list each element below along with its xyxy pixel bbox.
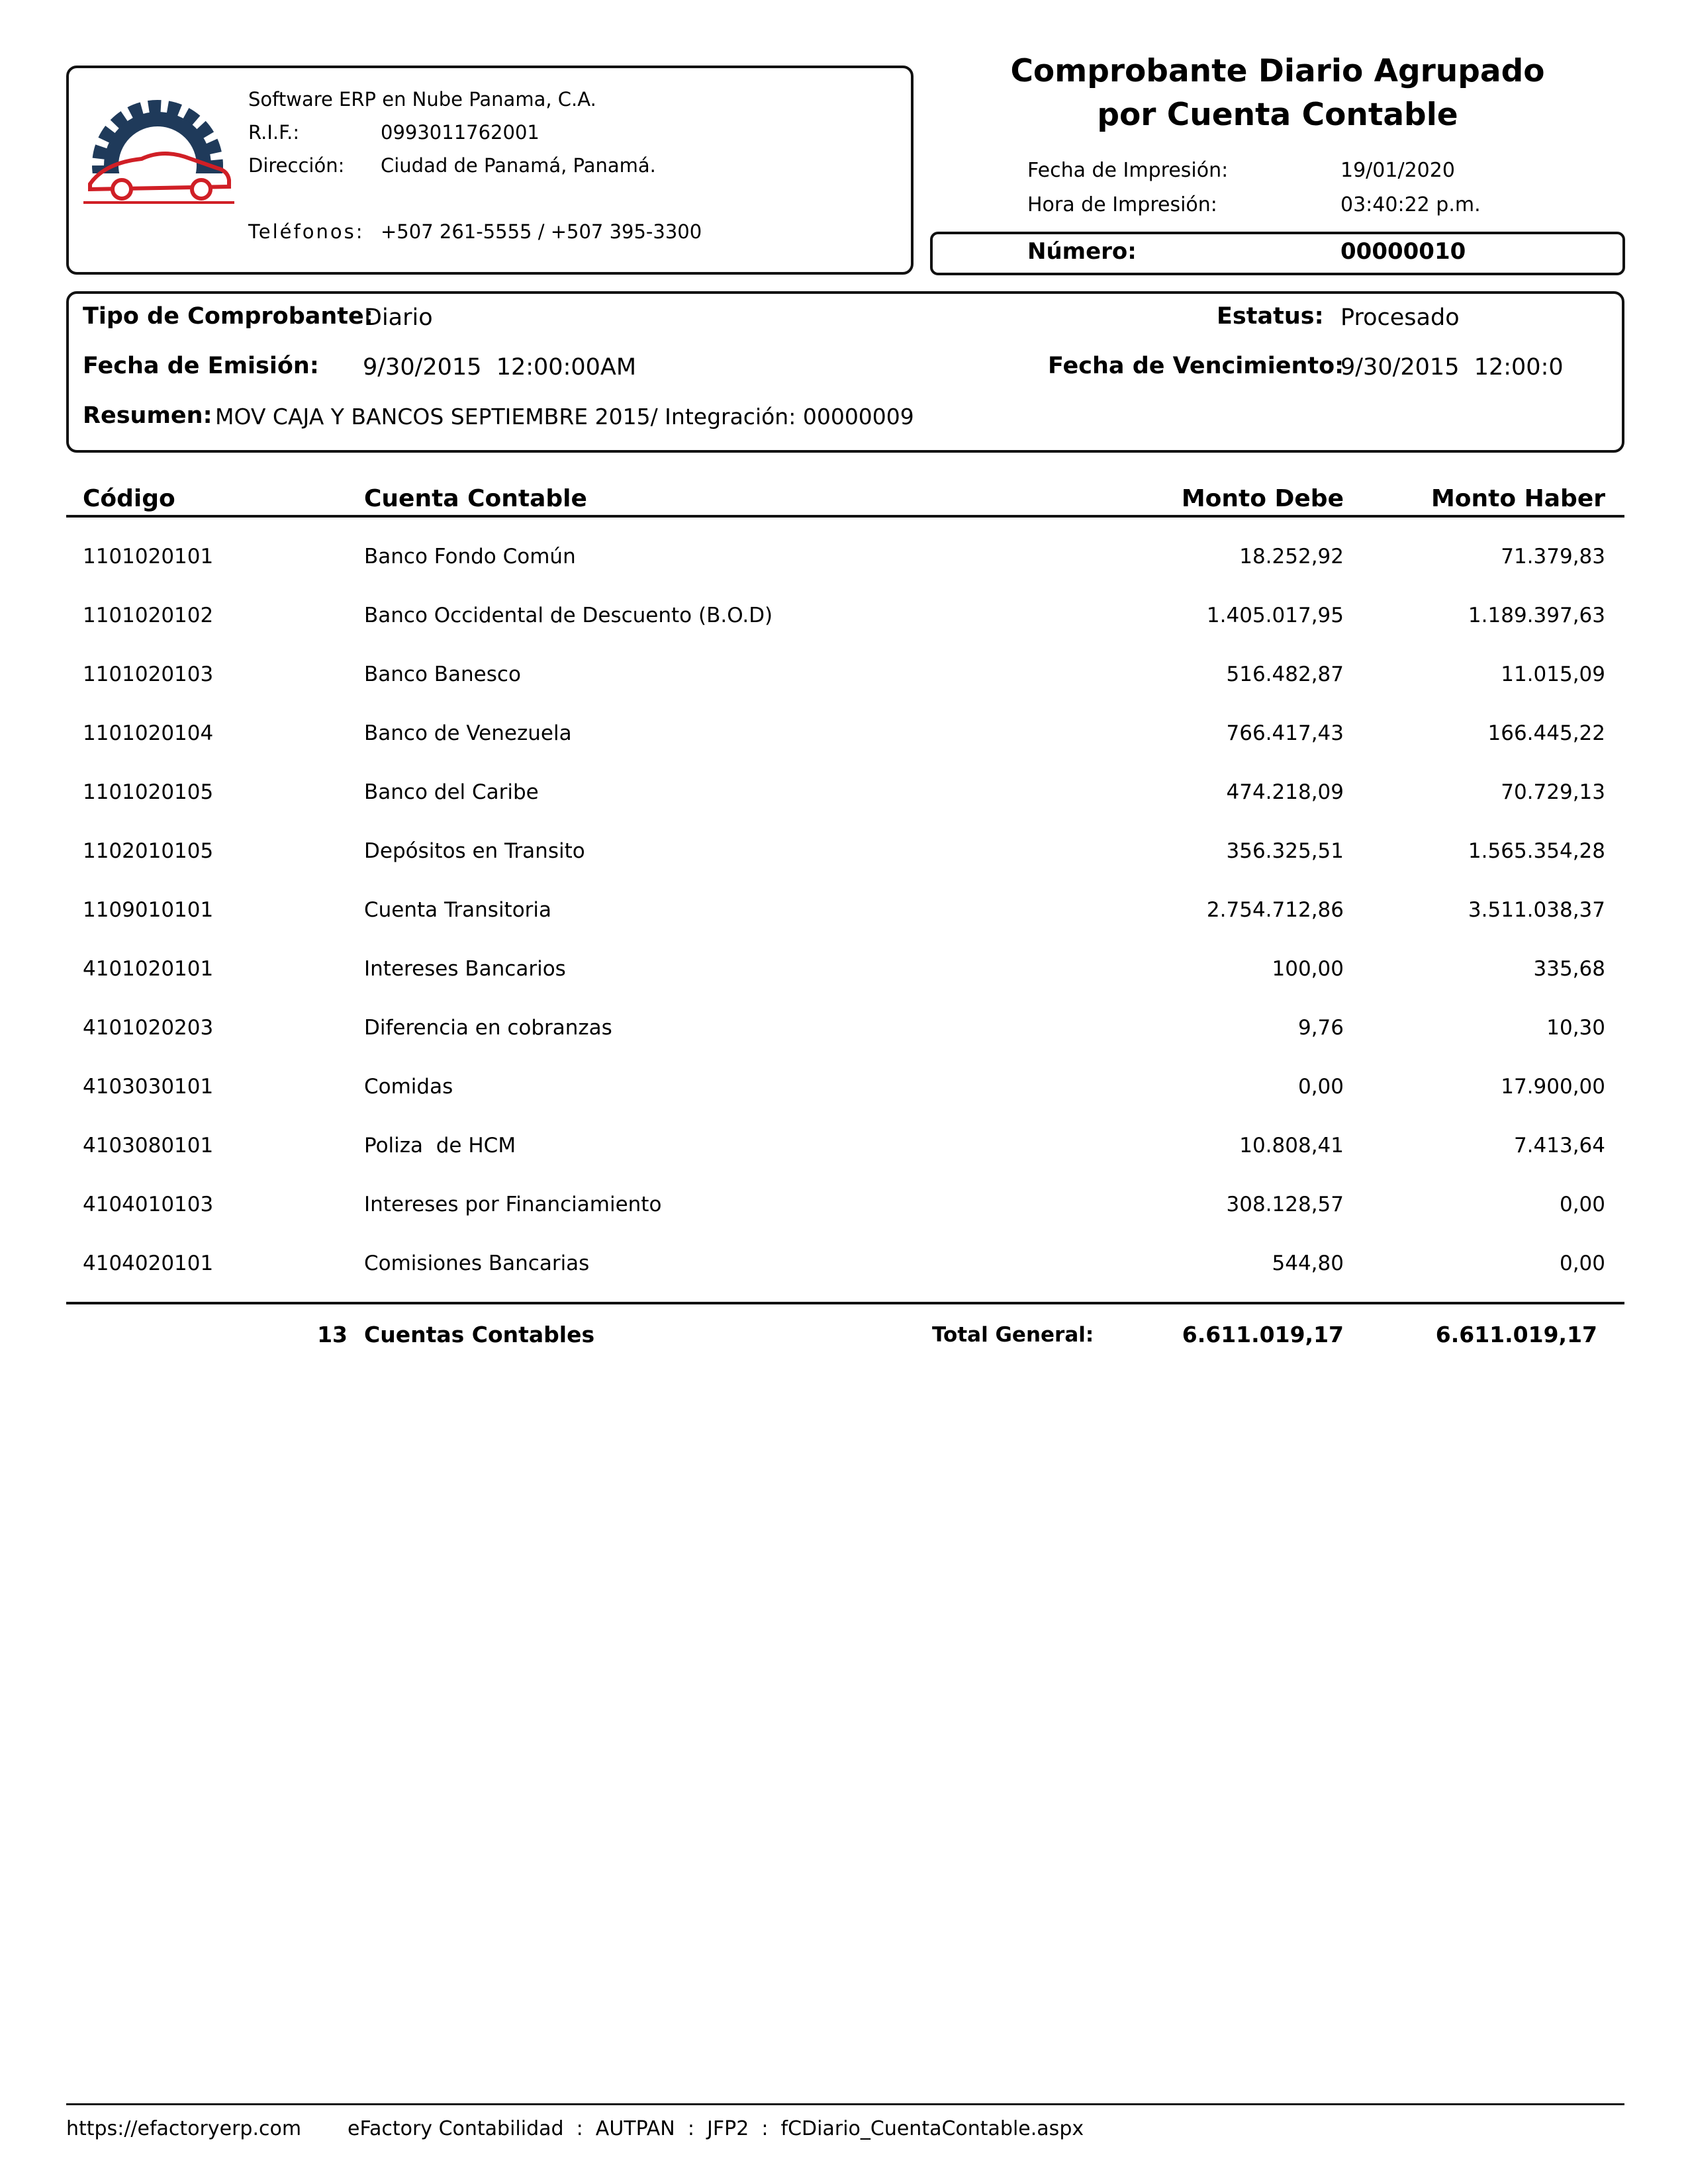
row-account: Comidas xyxy=(364,1075,453,1099)
footer-divider xyxy=(66,2103,1624,2105)
row-code: 1101020103 xyxy=(83,662,214,686)
due-date-label: Fecha de Vencimiento: xyxy=(1048,353,1344,379)
company-name: Software ERP en Nube Panama, C.A. xyxy=(248,88,596,111)
status-value: Procesado xyxy=(1340,304,1460,331)
col-header-debit: Monto Debe xyxy=(1181,485,1344,512)
address-label: Dirección: xyxy=(248,154,345,177)
total-credit: 6.611.019,17 xyxy=(1435,1322,1597,1347)
rif-label: R.I.F.: xyxy=(248,121,300,144)
rif-value: 0993011762001 xyxy=(381,121,539,144)
due-date-value: 9/30/2015 12:00:0 xyxy=(1340,354,1564,381)
row-credit: 0,00 xyxy=(1559,1251,1605,1275)
row-debit: 766.417,43 xyxy=(1226,721,1344,745)
row-code: 4104010103 xyxy=(83,1193,214,1216)
row-debit: 9,76 xyxy=(1297,1016,1344,1040)
row-debit: 2.754.712,86 xyxy=(1206,898,1344,922)
phones-label: Teléfonos: xyxy=(248,220,365,243)
summary-value: MOV CAJA Y BANCOS SEPTIEMBRE 2015/ Integración: 00000009 xyxy=(215,404,914,430)
status-label: Estatus: xyxy=(1217,303,1324,330)
number-value: 00000010 xyxy=(1340,238,1466,265)
row-account: Banco Banesco xyxy=(364,662,521,686)
row-debit: 308.128,57 xyxy=(1226,1193,1344,1216)
col-header-code: Código xyxy=(83,485,175,512)
number-label: Número: xyxy=(1027,238,1137,265)
row-account: Comisiones Bancarias xyxy=(364,1251,590,1275)
row-debit: 544,80 xyxy=(1272,1251,1344,1275)
row-account: Intereses Bancarios xyxy=(364,957,566,981)
row-credit: 166.445,22 xyxy=(1487,721,1605,745)
row-debit: 100,00 xyxy=(1272,957,1344,981)
accounts-count-label: Cuentas Contables xyxy=(364,1322,595,1347)
issue-date-label: Fecha de Emisión: xyxy=(83,353,319,379)
row-credit: 11.015,09 xyxy=(1501,662,1605,686)
footer-info: eFactory Contabilidad : AUTPAN : JFP2 : fCDiario_CuentaContable.aspx xyxy=(348,2117,1084,2140)
report-title-line1: Comprobante Diario Agrupado xyxy=(1010,53,1545,89)
row-credit: 3.511.038,37 xyxy=(1468,898,1605,922)
print-time-label: Hora de Impresión: xyxy=(1027,193,1217,216)
row-account: Banco de Venezuela xyxy=(364,721,572,745)
row-account: Banco Occidental de Descuento (B.O.D) xyxy=(364,604,773,627)
row-code: 4101020101 xyxy=(83,957,214,981)
row-credit: 1.189.397,63 xyxy=(1468,604,1605,627)
row-credit: 71.379,83 xyxy=(1501,545,1605,569)
row-code: 4101020203 xyxy=(83,1016,214,1040)
row-code: 1101020102 xyxy=(83,604,214,627)
row-code: 1101020105 xyxy=(83,780,214,804)
voucher-type-label: Tipo de Comprobante: xyxy=(83,303,373,330)
print-date-label: Fecha de Impresión: xyxy=(1027,159,1229,182)
print-date-value: 19/01/2020 xyxy=(1340,159,1455,182)
row-credit: 7.413,64 xyxy=(1513,1134,1605,1158)
row-debit: 356.325,51 xyxy=(1226,839,1344,863)
totals-divider xyxy=(66,1302,1624,1304)
row-code: 1109010101 xyxy=(83,898,214,922)
row-credit: 1.565.354,28 xyxy=(1468,839,1605,863)
row-debit: 474.218,09 xyxy=(1226,780,1344,804)
issue-date-value: 9/30/2015 12:00:00AM xyxy=(363,354,637,381)
summary-label: Resumen: xyxy=(83,402,212,429)
address-value: Ciudad de Panamá, Panamá. xyxy=(381,154,656,177)
total-debit: 6.611.019,17 xyxy=(1182,1322,1344,1347)
row-code: 1101020101 xyxy=(83,545,214,569)
row-code: 4103030101 xyxy=(83,1075,214,1099)
company-logo-icon xyxy=(78,99,237,225)
row-code: 1101020104 xyxy=(83,721,214,745)
row-account: Depósitos en Transito xyxy=(364,839,585,863)
row-debit: 0,00 xyxy=(1297,1075,1344,1099)
col-header-credit: Monto Haber xyxy=(1430,485,1605,512)
row-account: Intereses por Financiamiento xyxy=(364,1193,662,1216)
row-code: 1102010105 xyxy=(83,839,214,863)
row-code: 4103080101 xyxy=(83,1134,214,1158)
voucher-type-value: Diario xyxy=(364,304,433,331)
row-account: Poliza de HCM xyxy=(364,1134,516,1158)
footer-url: https://efactoryerp.com xyxy=(66,2117,302,2140)
row-debit: 516.482,87 xyxy=(1226,662,1344,686)
row-debit: 18.252,92 xyxy=(1239,545,1344,569)
row-debit: 1.405.017,95 xyxy=(1206,604,1344,627)
accounts-count: 13 xyxy=(317,1322,348,1347)
row-credit: 70.729,13 xyxy=(1501,780,1605,804)
report-title-line2: por Cuenta Contable xyxy=(1097,97,1458,133)
row-account: Banco del Caribe xyxy=(364,780,539,804)
col-header-account: Cuenta Contable xyxy=(364,485,587,512)
row-account: Cuenta Transitoria xyxy=(364,898,552,922)
row-credit: 17.900,00 xyxy=(1501,1075,1605,1099)
row-account: Banco Fondo Común xyxy=(364,545,576,569)
row-credit: 10,30 xyxy=(1546,1016,1605,1040)
row-debit: 10.808,41 xyxy=(1239,1134,1344,1158)
row-code: 4104020101 xyxy=(83,1251,214,1275)
row-account: Diferencia en cobranzas xyxy=(364,1016,612,1040)
phones-value: +507 261-5555 / +507 395-3300 xyxy=(381,220,702,243)
row-credit: 0,00 xyxy=(1559,1193,1605,1216)
row-credit: 335,68 xyxy=(1533,957,1605,981)
header-divider xyxy=(66,515,1624,518)
total-general-label: Total General: xyxy=(932,1323,1094,1347)
print-time-value: 03:40:22 p.m. xyxy=(1340,193,1481,216)
